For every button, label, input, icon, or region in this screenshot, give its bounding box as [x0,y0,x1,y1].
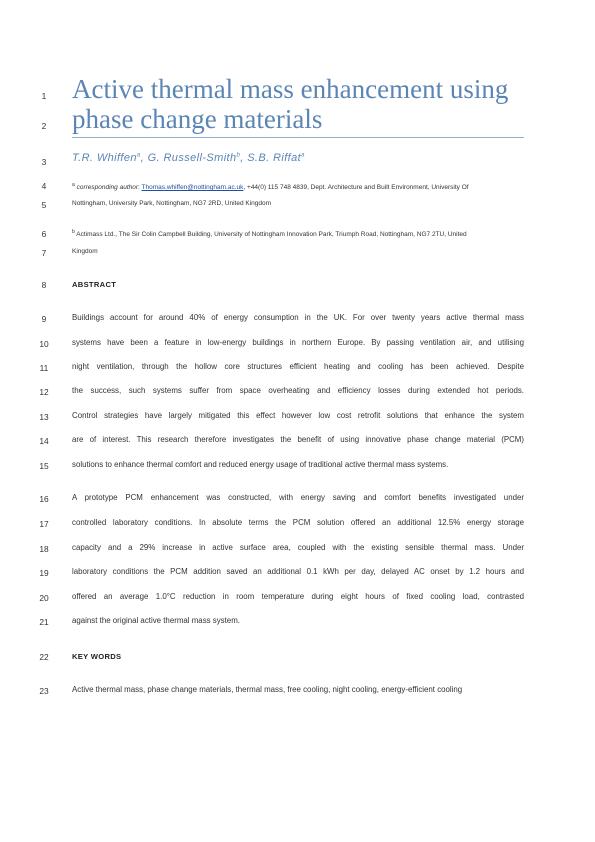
line-number: 12 [39,387,49,397]
line-number: 17 [39,519,49,529]
line-number: 20 [39,593,49,603]
line-number: 14 [39,436,49,446]
text-line: solutions to enhance thermal comfort and reduced energy usage of traditional active thermal mass systems. [72,460,449,469]
text-line: are of interest. This research therefore investigates the benefit of using innovative phase change material (PCM) [72,435,524,444]
text-line: night ventilation, through the hollow core structures efficient heating and cooling has been achieved. Despite [72,362,524,371]
text-line: Buildings account for around 40% of energy consumption in the UK. For over twenty years active thermal mass [72,313,524,322]
line-number: 19 [39,568,49,578]
author-name: T.R. Whiffen [72,152,137,164]
line-number: 15 [39,461,49,471]
text-line: capacity and a 29% increase in active surface area, coupled with the existing sensible thermal mass. Under [72,543,524,552]
text-line: laboratory conditions the PCM addition saved an additional 0.1 kWh per day, delayed AC onset by 1.2 hours and [72,567,524,576]
affiliation-a-line-2: Nottingham, University Park, Nottingham, NG7 2RD, United Kingdom [72,200,272,207]
keywords-heading: KEY WORDS [72,652,122,661]
affiliation-text: Actimass Ltd., The Sir Colin Campbell Building, University of Nottingham Innovation Park, Triumph Road, Nottingham, NG7 2TU, United [76,231,467,239]
text-line: the success, such systems suffer from space overheating and efficiency losses during extended hot periods. [72,386,524,395]
author-affiliation-mark: b [236,152,241,159]
corresponding-email-link[interactable]: Thomas.whiffen@nottingham.ac.uk [141,184,244,192]
line-number: 1 [41,91,47,101]
line-number: 3 [41,157,47,167]
line-number: 22 [39,652,49,662]
text-line: A prototype PCM enhancement was constructed, with energy saving and comfort benefits investigated under [72,493,524,502]
abstract-heading: ABSTRACT [72,280,117,289]
line-number: 16 [39,494,49,504]
affiliation-mark: b [72,229,75,235]
author-name: S.B. Riffat [247,152,302,164]
author-affiliation-mark: a [136,152,141,159]
text-line: against the original active thermal mass system. [72,616,240,625]
text-line: offered an average 1.0°C reduction in room temperature during eight hours of fixed cooling load, contrasted [72,592,524,601]
author-name: G. Russell-Smith [147,152,237,164]
line-number: 23 [39,686,49,696]
line-number: 4 [41,181,47,191]
line-number: 6 [41,229,47,239]
affiliation-mark: a [72,182,75,188]
paper-title-line-2: phase change materials [72,104,323,134]
line-number: 2 [41,121,47,131]
line-number: 10 [39,339,49,349]
keywords-text: Active thermal mass, phase change materials, thermal mass, free cooling, night cooling, energy-efficient cooling [72,685,463,694]
affiliation-text: , +44(0) 115 748 4839, Dept. Architecture and Built Environment, University Of [243,184,469,192]
text-line: controlled laboratory conditions. In absolute terms the PCM solution offered an additional 12.5% energy storage [72,518,524,527]
line-number: 9 [41,314,47,324]
line-number: 8 [41,280,47,290]
author-list: T.R. Whiffen$^a$, G. Russell-Smith$^b$, S.B. Riffat$^a$ [72,152,305,164]
line-number: 5 [41,200,47,210]
corresponding-author-label: corresponding author [76,184,139,192]
affiliation-b-line-1 [72,229,524,238]
text-line: systems have been a feature in low-energy buildings in northern Europe. By passing ventilation air, and utilising [72,338,524,347]
line-number: 7 [41,248,47,258]
line-number: 13 [39,412,49,422]
author-affiliation-mark: a [301,152,305,159]
affiliation-b-line-2: Kingdom [72,248,98,255]
affiliation-a-line-1: $^a$ corresponding author: Thomas.whiffen@nottingham.ac.uk, +44(0) 115 748 4839, Dept. Architecture and Built Environment, University Of [72,182,469,192]
text-line: Control strategies have largely mitigated this effect however low cost retrofit solutions that enhance the system [72,411,524,420]
line-number: 21 [39,617,49,627]
title-divider [72,137,524,138]
line-number: 18 [39,544,49,554]
paper-title-line-1: Active thermal mass enhancement using [72,74,509,104]
line-number: 11 [39,363,49,373]
